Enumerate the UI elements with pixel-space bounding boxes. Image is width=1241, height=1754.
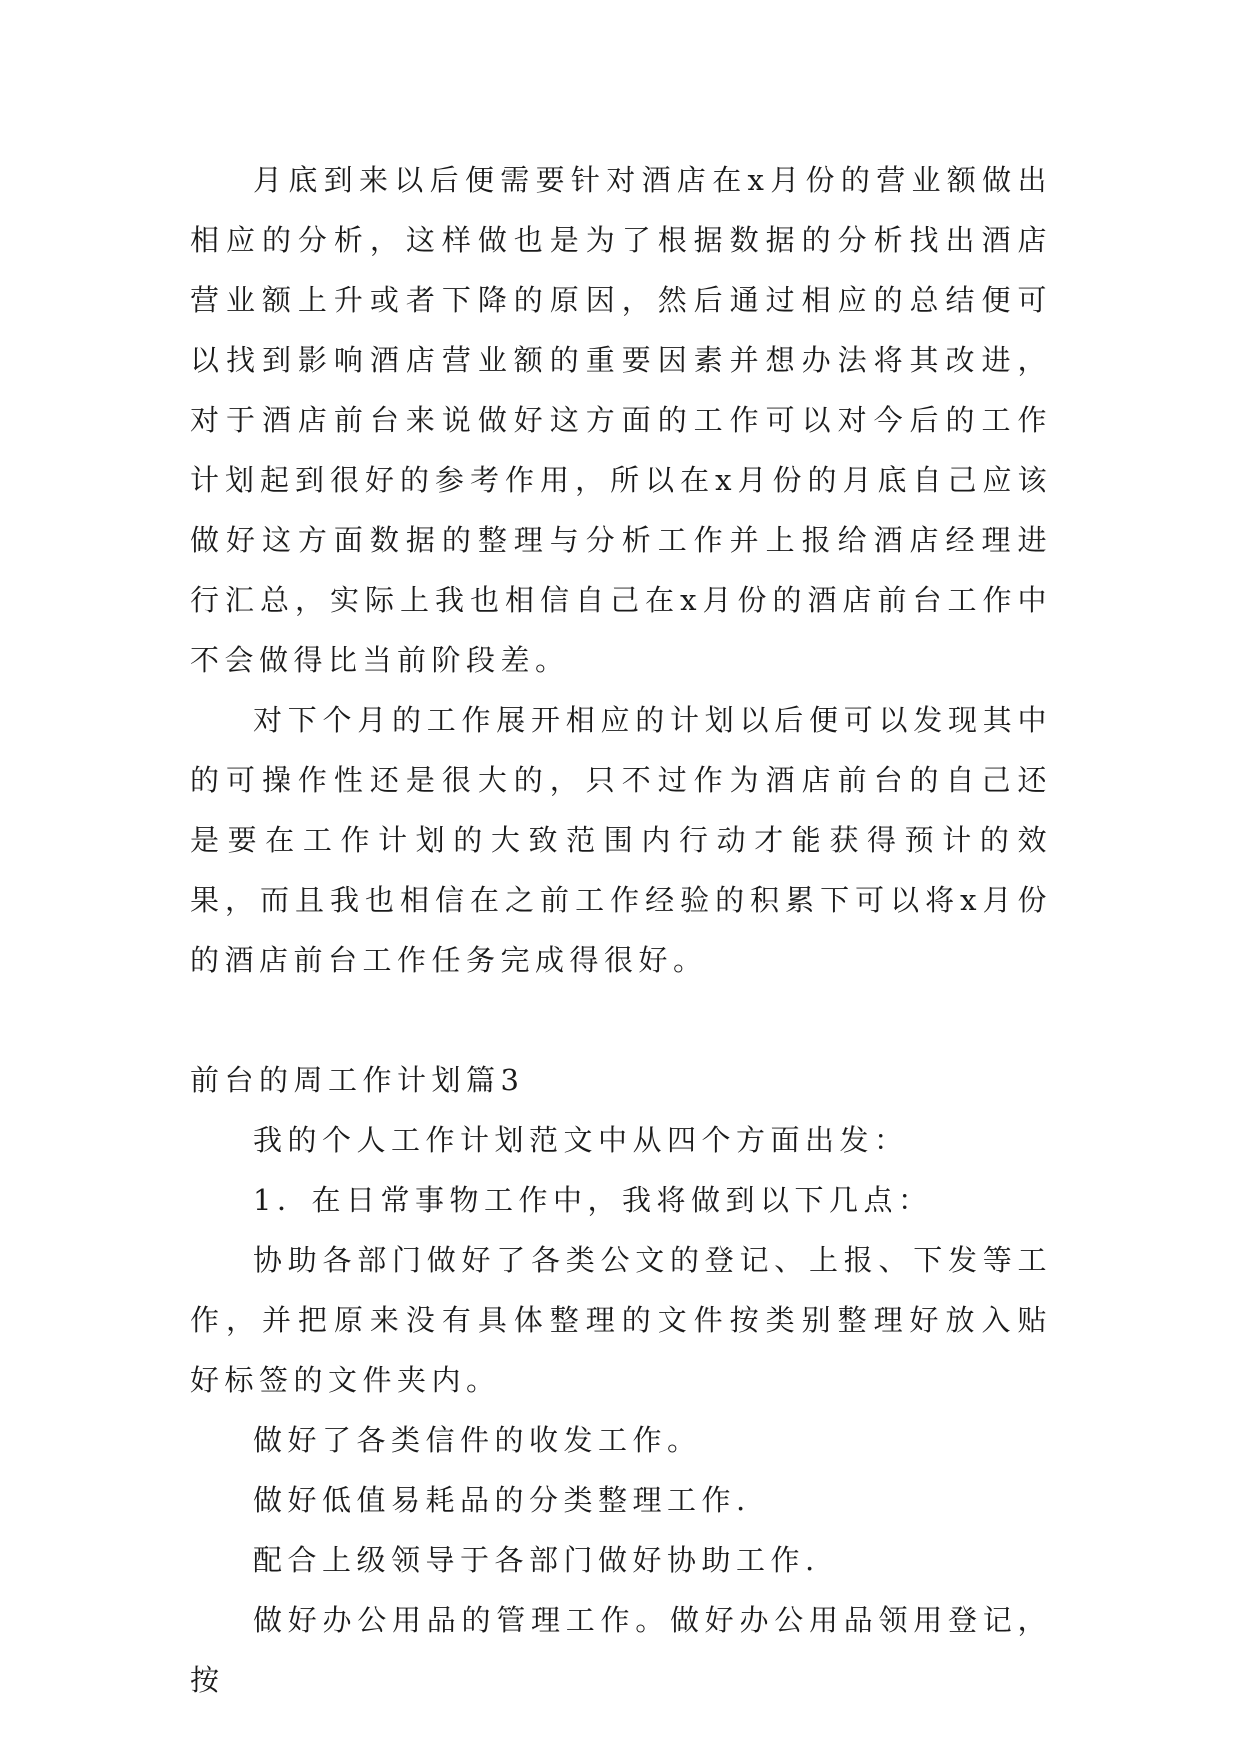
- body-paragraph: 对下个月的工作展开相应的计划以后便可以发现其中的可操作性还是很大的，只不过作为酒店前台的自己还是要在工作计划的大致范围内行动才能获得预计的效果，而且我也相信在之前工作经验的积累下可以将x月份的酒店前台工作任务完成得很好。: [190, 703, 1052, 977]
- section-heading: 前台的周工作计划篇3: [190, 1063, 525, 1097]
- body-paragraph: 月底到来以后便需要针对酒店在x月份的营业额做出相应的分析，这样做也是为了根据数据的分析找出酒店营业额上升或者下降的原因，然后通过相应的总结便可以找到影响酒店营业额的重要因素并想办法将其改进，对于酒店前台来说做好这方面的工作可以对今后的工作计划起到很好的参考作用，所以在x月份的月底自己应该做好这方面数据的整理与分析工作并上报给酒店经理进行汇总，实际上我也相信自己在x月份的酒店前台工作中不会做得比当前阶段差。: [190, 163, 1052, 677]
- document-page: [190, 150, 1052, 1710]
- body-paragraph: 协助各部门做好了各类公文的登记、上报、下发等工作，并把原来没有具体整理的文件按类别整理好放入贴好标签的文件夹内。: [190, 1243, 1052, 1397]
- list-item: 1．在日常事物工作中，我将做到以下几点：: [253, 1183, 933, 1217]
- body-paragraph: 做好低值易耗品的分类整理工作.: [253, 1483, 751, 1517]
- body-paragraph: 我的个人工作计划范文中从四个方面出发：: [253, 1123, 909, 1157]
- body-paragraph: 做好了各类信件的收发工作。: [253, 1423, 702, 1457]
- body-paragraph: 做好办公用品的管理工作。做好办公用品领用登记，按: [190, 1603, 1052, 1697]
- body-paragraph: 配合上级领导于各部门做好协助工作.: [253, 1543, 820, 1577]
